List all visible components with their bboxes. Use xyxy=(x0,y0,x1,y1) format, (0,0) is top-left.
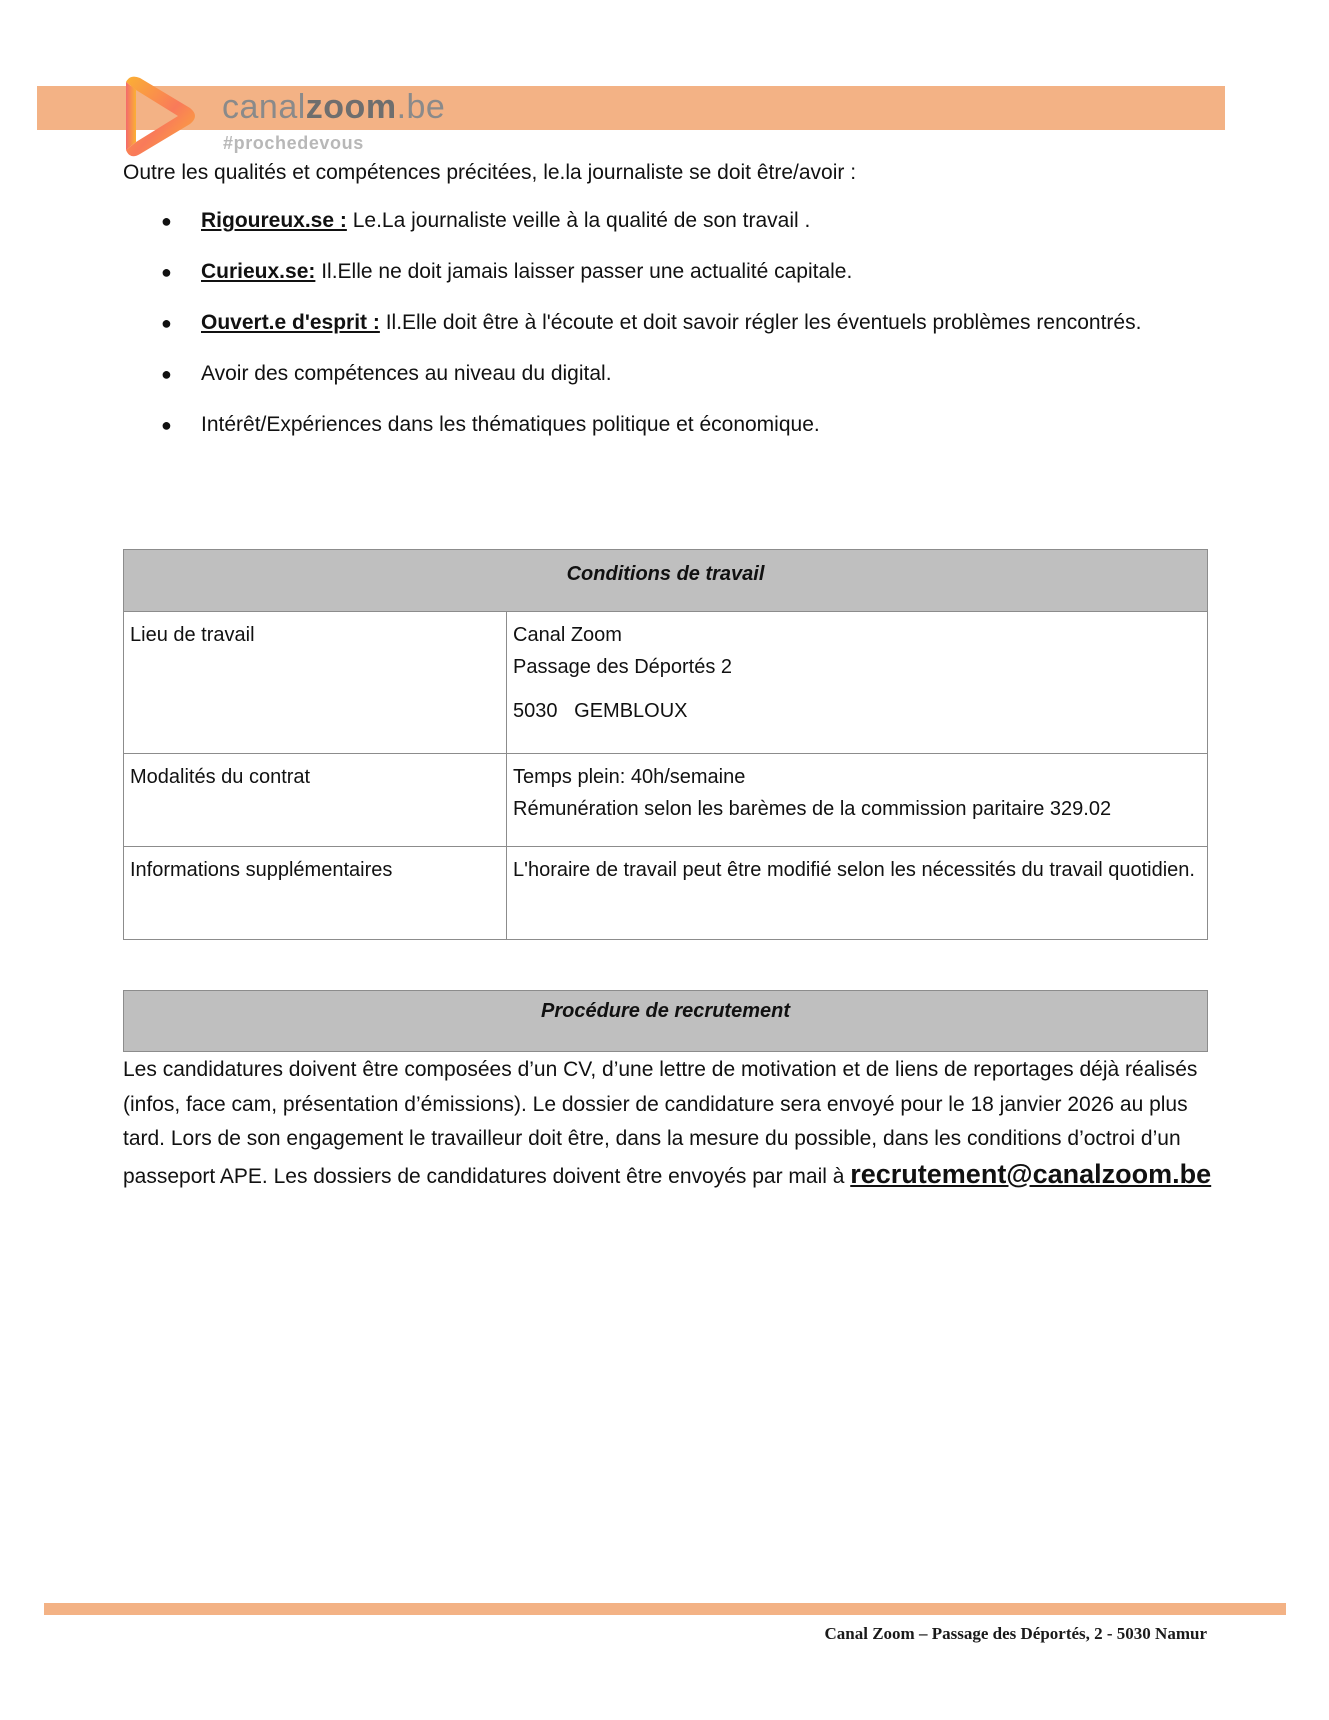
list-item xyxy=(123,408,1213,442)
brand-tagline: #prochedevous xyxy=(223,133,364,153)
quality-text: Il.Elle doit être à l'écoute et doit savoir régler les éventuels problèmes rencontrés. xyxy=(379,311,1142,334)
procedure-text xyxy=(123,1053,1213,1194)
bullet-icon: ● xyxy=(161,415,172,435)
row-label: Lieu de travail xyxy=(124,612,507,754)
quality-text: Avoir des compétences au niveau du digital. xyxy=(201,362,612,385)
address-street: Passage des Déportés 2 xyxy=(513,656,733,678)
brand-bold: zoom xyxy=(305,88,397,126)
table-row xyxy=(124,754,1208,847)
brand-wordmark xyxy=(222,90,445,124)
bullet-icon: ● xyxy=(161,211,172,231)
list-item xyxy=(123,306,1213,340)
contract-hours: Temps plein: 40h/semaine xyxy=(513,766,746,788)
list-item xyxy=(123,357,1213,391)
conditions-title: Conditions de travail xyxy=(124,550,1208,612)
footer-bar xyxy=(44,1603,1286,1615)
play-triangle-icon xyxy=(120,74,200,158)
bullet-icon: ● xyxy=(161,364,172,384)
row-label: Modalités du contrat xyxy=(124,754,507,847)
quality-text: Le.La journaliste veille à la qualité de son travail . xyxy=(346,209,811,232)
procedure-body: Les candidatures doivent être composées d’un CV, d’une lettre de motivation et de liens de reportages déjà réalisés (infos, face cam, présentation d’émissions). Le dossier de candidature sera envoyé pour le 18 janvier 2026 au plus tard. Lors de son engagement le travailleur doit être, dans la mesure du possible, dans les conditions d’octroi d’un passeport APE. Les dossiers de candidatures doivent être envoyés par mail à xyxy=(123,1058,1198,1188)
quality-term: Curieux.se: xyxy=(201,260,316,283)
row-value xyxy=(507,612,1208,754)
brand-suffix: .be xyxy=(396,88,446,126)
contract-pay: Rémunération selon les barèmes de la commission paritaire 329.02 xyxy=(513,798,1112,820)
footer-address: Canal Zoom – Passage des Déportés, 2 - 5030 Namur xyxy=(824,1624,1207,1643)
table-row xyxy=(124,612,1208,754)
table-row xyxy=(124,847,1208,940)
bullet-icon: ● xyxy=(161,262,172,282)
bullet-icon: ● xyxy=(161,313,172,333)
canalzoom-logo xyxy=(120,74,560,160)
email-link[interactable]: recrutement@canalzoom.be xyxy=(850,1158,1212,1189)
quality-text: Il.Elle ne doit jamais laisser passer une actualité capitale. xyxy=(315,260,853,283)
address-name: Canal Zoom xyxy=(513,624,622,646)
intro-text: Outre les qualités et compétences précitées, le.la journaliste se doit être/avoir : xyxy=(123,161,857,184)
row-value xyxy=(507,754,1208,847)
extra-info: L'horaire de travail peut être modifié selon les nécessités du travail quotidien. xyxy=(513,859,1195,881)
quality-term: Ouvert.e d'esprit : xyxy=(201,311,380,334)
row-value xyxy=(507,847,1208,940)
quality-term: Rigoureux.se : xyxy=(201,209,347,232)
qualities-list xyxy=(123,204,1213,442)
list-item xyxy=(123,255,1213,289)
address-city: 5030 GEMBLOUX xyxy=(513,700,688,722)
brand-light: canal xyxy=(222,88,306,126)
procedure-title: Procédure de recrutement xyxy=(123,990,1208,1052)
quality-text: Intérêt/Expériences dans les thématiques politique et économique. xyxy=(201,413,820,436)
qualities-section xyxy=(123,156,1213,459)
list-item xyxy=(123,204,1213,238)
row-label: Informations supplémentaires xyxy=(124,847,507,940)
conditions-table xyxy=(123,549,1208,940)
